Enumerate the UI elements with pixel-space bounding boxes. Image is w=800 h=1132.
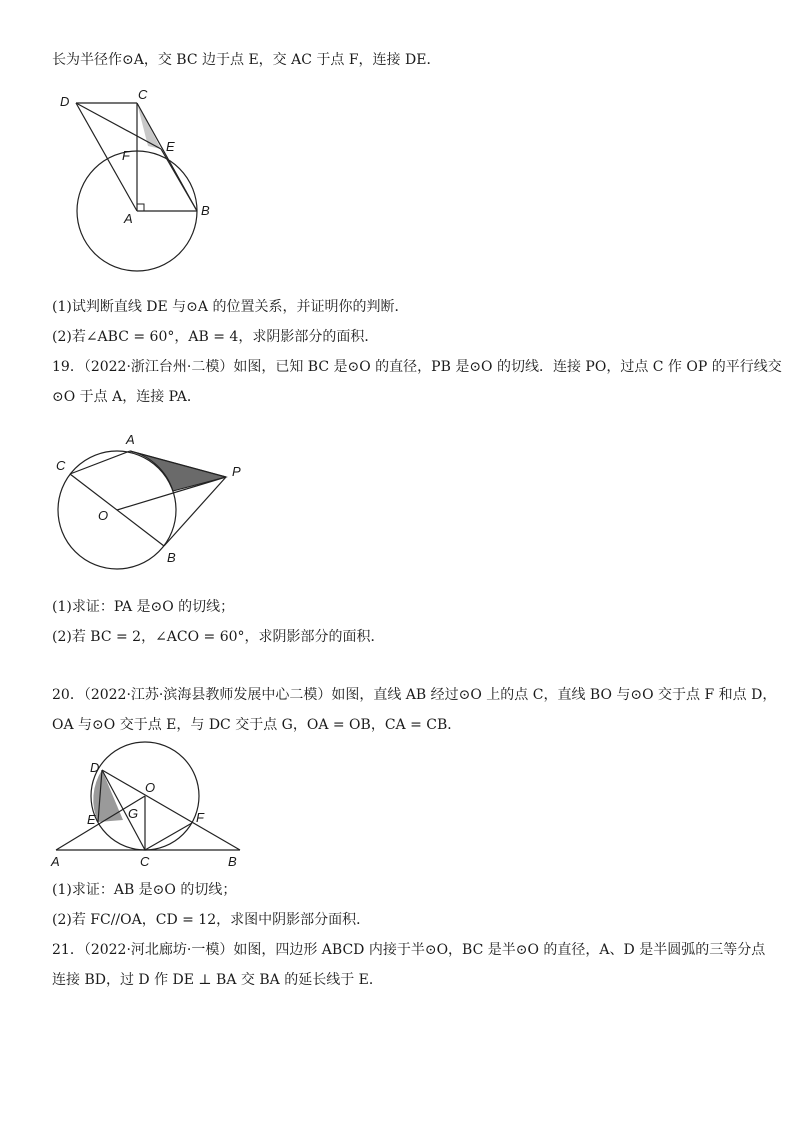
text-line: 长为半径作⊙A，交 BC 边于点 E，交 AC 于点 F，连接 DE．	[52, 52, 441, 68]
text-line: 21．（2022·河北廊坊·一模）如图，四边形 ABCD 内接于半⊙O，BC 是半⊙O 的直径，A、D 是半圆弧的三等分点	[52, 942, 766, 958]
label-g: G	[128, 806, 139, 821]
label-o: O	[98, 508, 109, 523]
label-b: B	[167, 550, 176, 565]
text-line: (1)求证：PA 是⊙O 的切线；	[52, 599, 235, 615]
text-line: (2)若 BC = 2，∠ACO = 60°，求阴影部分的面积．	[52, 629, 385, 645]
shaded-region	[93, 770, 123, 822]
text-line: (1)试判断直线 DE 与⊙A 的位置关系，并证明你的判断．	[52, 299, 409, 315]
label-p: P	[232, 464, 241, 479]
text-line: OA 与⊙O 交于点 E，与 DC 交于点 G，OA = OB，CA = CB．	[52, 717, 462, 733]
label-d: D	[60, 94, 70, 109]
label-f: F	[196, 810, 204, 825]
text-line: 连接 BD，过 D 作 DE ⊥ BA 交 BA 的延长线于 E．	[52, 972, 383, 988]
segment-fc	[145, 823, 192, 850]
text-line: (1)求证：AB 是⊙O 的切线；	[52, 882, 237, 898]
label-c: C	[56, 458, 66, 473]
label-a: A	[126, 432, 135, 447]
text-line: ⊙O 于点 A，连接 PA．	[52, 389, 201, 405]
label-e: E	[166, 139, 175, 154]
label-c: C	[140, 854, 150, 869]
label-d: D	[90, 760, 100, 775]
label-e: E	[87, 812, 96, 827]
label-a: A	[51, 854, 60, 869]
label-b: B	[228, 854, 237, 869]
label-f: F	[122, 148, 130, 163]
text-line: (2)若∠ABC = 60°，AB = 4，求阴影部分的面积．	[52, 329, 379, 345]
label-o: O	[145, 780, 156, 795]
text-line: 19．（2022·浙江台州·二模）如图，已知 BC 是⊙O 的直径，PB 是⊙O 的切线．连接 PO，过点 C 作 OP 的平行线交	[52, 359, 782, 375]
label-c: C	[138, 87, 148, 102]
text-line: 20．（2022·江苏·滨海县教师发展中心二模）如图，直线 AB 经过⊙O 上的点 C，直线 BO 与⊙O 交于点 F 和点 D，	[52, 687, 777, 703]
label-b: B	[201, 203, 210, 218]
text-line: (2)若 FC//OA，CD = 12，求图中阴影部分面积．	[52, 912, 371, 928]
label-a: A	[124, 211, 133, 226]
